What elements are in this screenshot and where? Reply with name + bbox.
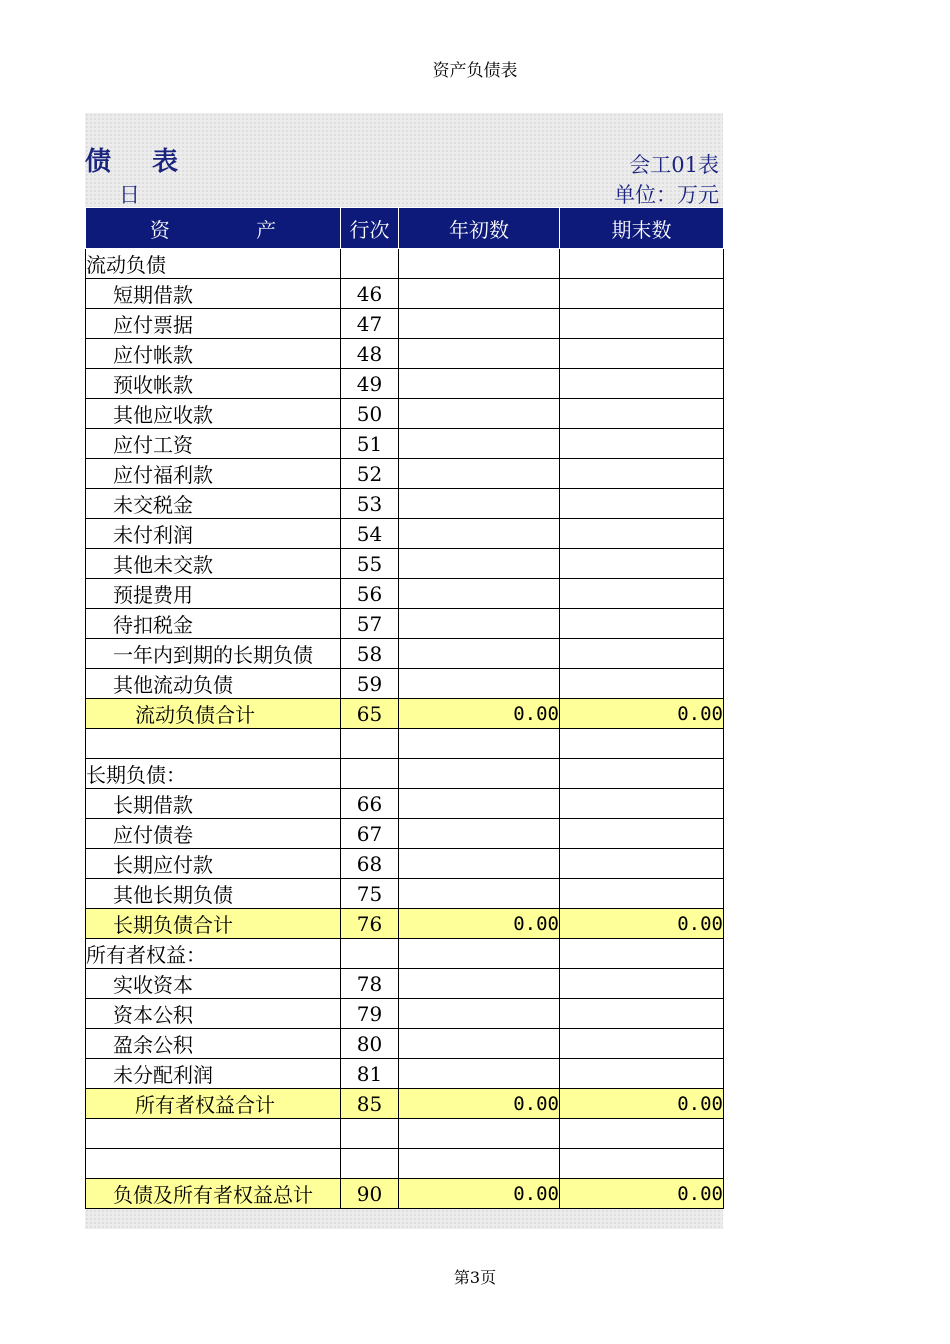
line-number-cell[interactable]: 53 [341, 489, 399, 519]
line-number-cell[interactable]: 54 [341, 519, 399, 549]
item-cell[interactable]: 长期借款 [86, 789, 341, 819]
page-footer: 第3页 [453, 1268, 497, 1287]
line-number-cell[interactable]: 59 [341, 669, 399, 699]
table-row [86, 729, 724, 759]
item-cell[interactable]: 应付福利款 [86, 459, 341, 489]
page-header: 资产负债表 [432, 61, 518, 81]
item-cell[interactable]: 应付债卷 [86, 819, 341, 849]
line-number-cell[interactable] [341, 249, 399, 279]
begin-amount-cell[interactable] [399, 339, 560, 369]
begin-amount-cell[interactable] [399, 849, 560, 879]
item-cell[interactable] [86, 729, 341, 759]
col-header-asset: 资 产 [86, 208, 341, 249]
begin-amount-cell[interactable] [399, 1149, 560, 1179]
item-cell[interactable]: 一年内到期的长期负债 [86, 639, 341, 669]
date-label: 日 [119, 183, 140, 207]
subtotal-row [86, 699, 724, 729]
subtotal-row [86, 909, 724, 939]
line-number-cell[interactable] [341, 939, 399, 969]
begin-amount-cell[interactable] [399, 819, 560, 849]
line-number-cell[interactable]: 66 [341, 789, 399, 819]
table-row [86, 279, 724, 309]
col-header-begin: 年初数 [399, 208, 560, 249]
begin-amount-cell[interactable] [399, 759, 560, 789]
item-cell[interactable]: 应付帐款 [86, 339, 341, 369]
item-cell[interactable]: 负债及所有者权益总计 [86, 1179, 341, 1209]
begin-amount-cell[interactable]: 0.00 [399, 1179, 560, 1209]
item-cell[interactable]: 未付利润 [86, 519, 341, 549]
begin-amount-cell[interactable] [399, 669, 560, 699]
end-amount-cell[interactable] [560, 489, 724, 519]
line-number-cell[interactable] [341, 1119, 399, 1149]
end-amount-cell[interactable] [560, 459, 724, 489]
end-amount-cell[interactable] [560, 429, 724, 459]
item-cell[interactable]: 其他应收款 [86, 399, 341, 429]
begin-amount-cell[interactable] [399, 1119, 560, 1149]
table-row [86, 459, 724, 489]
line-number-cell[interactable]: 47 [341, 309, 399, 339]
line-number-cell[interactable]: 79 [341, 999, 399, 1029]
item-cell[interactable]: 未分配利润 [86, 1059, 341, 1089]
line-number-cell[interactable]: 57 [341, 609, 399, 639]
table-row [86, 1119, 724, 1149]
table-row [86, 1029, 724, 1059]
begin-amount-cell[interactable] [399, 579, 560, 609]
begin-amount-cell[interactable] [399, 309, 560, 339]
line-number-cell[interactable]: 75 [341, 879, 399, 909]
line-number-cell[interactable] [341, 759, 399, 789]
item-cell[interactable]: 待扣税金 [86, 609, 341, 639]
table-row [86, 1149, 724, 1179]
item-cell[interactable]: 其他未交款 [86, 549, 341, 579]
end-amount-cell[interactable]: 0.00 [560, 699, 724, 729]
begin-amount-cell[interactable] [399, 519, 560, 549]
table-row [86, 879, 724, 909]
begin-amount-cell[interactable] [399, 879, 560, 909]
item-cell[interactable]: 其他流动负债 [86, 669, 341, 699]
end-amount-cell[interactable] [560, 549, 724, 579]
end-amount-cell[interactable] [560, 939, 724, 969]
end-amount-cell[interactable] [560, 1059, 724, 1089]
table-row [86, 789, 724, 819]
item-cell[interactable]: 所有者权益合计 [86, 1089, 341, 1119]
end-amount-cell[interactable]: 0.00 [560, 1089, 724, 1119]
end-amount-cell[interactable] [560, 609, 724, 639]
table-row [86, 759, 724, 789]
line-number-cell[interactable]: 76 [341, 909, 399, 939]
table-row [86, 429, 724, 459]
line-number-cell[interactable]: 49 [341, 369, 399, 399]
table-row [86, 609, 724, 639]
end-amount-cell[interactable] [560, 279, 724, 309]
table-row [86, 339, 724, 369]
line-number-cell[interactable]: 58 [341, 639, 399, 669]
begin-amount-cell[interactable] [399, 369, 560, 399]
begin-amount-cell[interactable] [399, 969, 560, 999]
item-cell[interactable]: 盈余公积 [86, 1029, 341, 1059]
table-row [86, 549, 724, 579]
table-row [86, 519, 724, 549]
begin-amount-cell[interactable] [399, 999, 560, 1029]
begin-amount-cell[interactable] [399, 459, 560, 489]
item-cell[interactable]: 长期应付款 [86, 849, 341, 879]
line-number-cell[interactable]: 56 [341, 579, 399, 609]
begin-amount-cell[interactable] [399, 789, 560, 819]
end-amount-cell[interactable] [560, 369, 724, 399]
line-number-cell[interactable]: 46 [341, 279, 399, 309]
line-number-cell[interactable]: 50 [341, 399, 399, 429]
table-row [86, 1059, 724, 1089]
begin-amount-cell[interactable] [399, 429, 560, 459]
table-row [86, 309, 724, 339]
item-cell[interactable]: 实收资本 [86, 969, 341, 999]
table-row [86, 249, 724, 279]
subtotal-row [86, 1089, 724, 1119]
begin-amount-cell[interactable] [399, 549, 560, 579]
table-row [86, 849, 724, 879]
end-amount-cell[interactable] [560, 819, 724, 849]
col-header-end: 期末数 [560, 208, 724, 249]
end-amount-cell[interactable] [560, 669, 724, 699]
table-row [86, 639, 724, 669]
item-cell[interactable]: 长期负债合计 [86, 909, 341, 939]
begin-amount-cell[interactable] [399, 1059, 560, 1089]
table-row [86, 939, 724, 969]
end-amount-cell[interactable] [560, 969, 724, 999]
begin-amount-cell[interactable] [399, 609, 560, 639]
line-number-cell[interactable]: 90 [341, 1179, 399, 1209]
end-amount-cell[interactable] [560, 759, 724, 789]
item-cell[interactable]: 流动负债 [86, 249, 341, 279]
item-cell[interactable]: 短期借款 [86, 279, 341, 309]
end-amount-cell[interactable] [560, 519, 724, 549]
balance-sheet-table [85, 207, 724, 1209]
begin-amount-cell[interactable] [399, 729, 560, 759]
item-cell[interactable]: 预提费用 [86, 579, 341, 609]
end-amount-cell[interactable] [560, 579, 724, 609]
line-number-cell[interactable]: 55 [341, 549, 399, 579]
end-amount-cell[interactable] [560, 1029, 724, 1059]
begin-amount-cell[interactable] [399, 249, 560, 279]
col-header-line: 行次 [341, 208, 399, 249]
begin-amount-cell[interactable]: 0.00 [399, 909, 560, 939]
line-number-cell[interactable] [341, 729, 399, 759]
line-number-cell[interactable] [341, 1149, 399, 1179]
sheet-title: 债 表 [85, 147, 195, 177]
begin-amount-cell[interactable] [399, 1029, 560, 1059]
end-amount-cell[interactable] [560, 849, 724, 879]
item-cell[interactable]: 所有者权益： [86, 939, 341, 969]
item-cell[interactable]: 长期负债： [86, 759, 341, 789]
subtotal-row [86, 1179, 724, 1209]
line-number-cell[interactable]: 81 [341, 1059, 399, 1089]
begin-amount-cell[interactable] [399, 489, 560, 519]
end-amount-cell[interactable] [560, 1149, 724, 1179]
table-row [86, 819, 724, 849]
table-row [86, 399, 724, 429]
end-amount-cell[interactable] [560, 879, 724, 909]
item-cell[interactable] [86, 1149, 341, 1179]
line-number-cell[interactable]: 68 [341, 849, 399, 879]
spreadsheet-area [85, 113, 723, 1229]
table-row [86, 969, 724, 999]
end-amount-cell[interactable] [560, 339, 724, 369]
item-cell[interactable]: 其他长期负债 [86, 879, 341, 909]
item-cell[interactable]: 未交税金 [86, 489, 341, 519]
table-row [86, 999, 724, 1029]
item-cell[interactable]: 应付工资 [86, 429, 341, 459]
unit-label: 单位：万元 [614, 183, 719, 207]
item-cell[interactable]: 应付票据 [86, 309, 341, 339]
line-number-cell[interactable]: 51 [341, 429, 399, 459]
line-number-cell[interactable]: 85 [341, 1089, 399, 1119]
end-amount-cell[interactable] [560, 399, 724, 429]
end-amount-cell[interactable]: 0.00 [560, 1179, 724, 1209]
end-amount-cell[interactable] [560, 999, 724, 1029]
table-row [86, 579, 724, 609]
item-cell[interactable]: 资本公积 [86, 999, 341, 1029]
line-number-cell[interactable]: 78 [341, 969, 399, 999]
table-row [86, 369, 724, 399]
end-amount-cell[interactable] [560, 639, 724, 669]
item-cell[interactable]: 预收帐款 [86, 369, 341, 399]
item-cell[interactable] [86, 1119, 341, 1149]
begin-amount-cell[interactable]: 0.00 [399, 1089, 560, 1119]
table-row [86, 489, 724, 519]
line-number-cell[interactable]: 80 [341, 1029, 399, 1059]
header-row [86, 208, 724, 249]
begin-amount-cell[interactable] [399, 939, 560, 969]
begin-amount-cell[interactable] [399, 639, 560, 669]
line-number-cell[interactable]: 48 [341, 339, 399, 369]
form-code: 会工01表 [629, 153, 719, 177]
line-number-cell[interactable]: 67 [341, 819, 399, 849]
begin-amount-cell[interactable] [399, 399, 560, 429]
line-number-cell[interactable]: 65 [341, 699, 399, 729]
end-amount-cell[interactable] [560, 249, 724, 279]
item-cell[interactable]: 流动负债合计 [86, 699, 341, 729]
end-amount-cell[interactable]: 0.00 [560, 909, 724, 939]
line-number-cell[interactable]: 52 [341, 459, 399, 489]
end-amount-cell[interactable] [560, 1119, 724, 1149]
end-amount-cell[interactable] [560, 309, 724, 339]
end-amount-cell[interactable] [560, 729, 724, 759]
begin-amount-cell[interactable] [399, 279, 560, 309]
end-amount-cell[interactable] [560, 789, 724, 819]
begin-amount-cell[interactable]: 0.00 [399, 699, 560, 729]
table-row [86, 669, 724, 699]
